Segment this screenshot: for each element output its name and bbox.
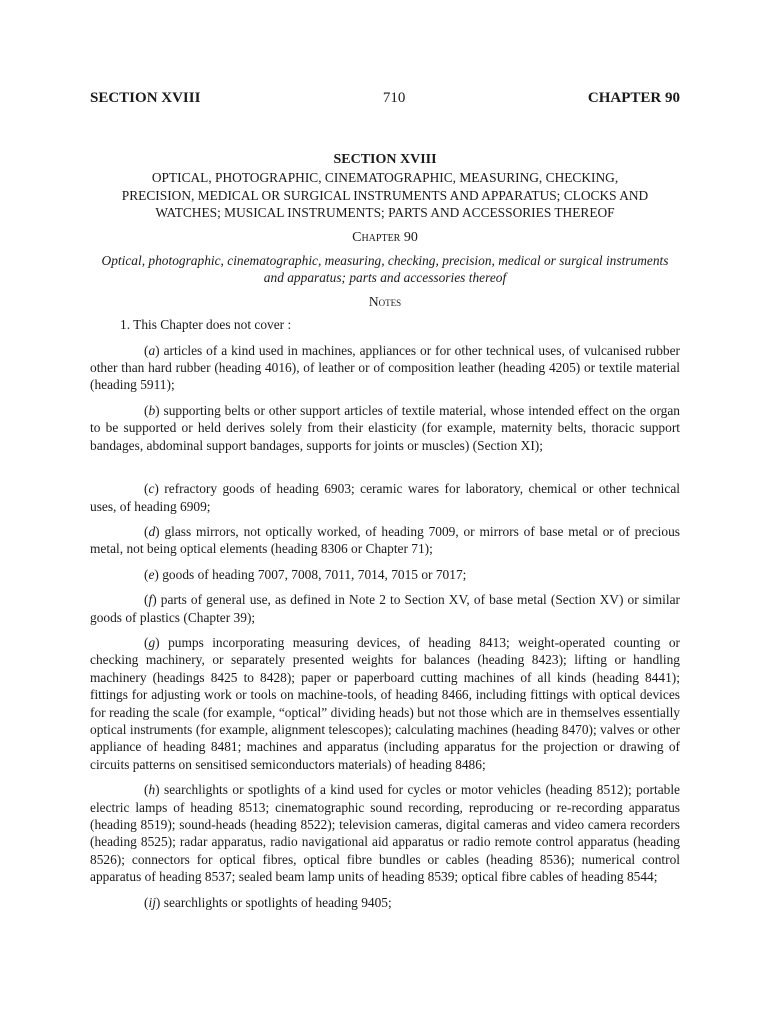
note-item-text: glass mirrors, not optically worked, of heading 7009, or mirrors of base metal or of precious metal, not being optical elements (heading 8306 or Chapter 71); bbox=[90, 523, 680, 557]
running-head-chapter: CHAPTER 90 bbox=[587, 90, 680, 106]
note-item-letter: a bbox=[148, 342, 156, 358]
note-item: (g) pumps incorporating measuring devices, of heading 8413; weight-operated counting or checking machinery, or separately presented weights for balances (heading 8423); lifting or handling machinery (headings 8425 to 8428); paper or paperboard cutting machines of all kinds (heading 8441); fittings for adjusting work or tools on machine-tools, of heading 8466, including fittings with optical devices for reading the scale (for example, “optical” dividing heads) but not those which are in themselves essentially optical instruments (for example, alignment telescopes); calculating machines (heading 8470); valves or other appliance of heading 8481; machines and apparatus (including apparatus for the projection or drawing of circuits patterns on sensitised semiconductors materials) of heading 8486; bbox=[90, 634, 680, 772]
note-item: (ij) searchlights or spotlights of heading 9405; bbox=[144, 894, 392, 910]
note-item-letter: c bbox=[148, 481, 155, 497]
note-item: (d) glass mirrors, not optically worked, of heading 7009, or mirrors of base metal or of precious metal, not being optical elements (heading 8306 or Chapter 71); bbox=[90, 523, 680, 557]
section-title: SECTION XVIII bbox=[333, 152, 437, 167]
note-item-text: articles of a kind used in machines, appliances or for other technical uses, of vulcanised rubber other than hard rubber (heading 4016), of leather or of composition leather (heading 4205) or textile material (heading 5911); bbox=[90, 342, 680, 393]
note-item-letter: e bbox=[148, 566, 155, 582]
section-subtitle-line: WATCHES; MUSICAL INSTRUMENTS; PARTS AND ACCESSORIES THEREOF bbox=[155, 205, 615, 221]
note-item-text: refractory goods of heading 6903; ceramic wares for laboratory, chemical or other technical uses, of heading 6909; bbox=[90, 481, 680, 514]
note-item: (f) parts of general use, as defined in Note 2 to Section XV, of base metal (Section XV) or similar goods of plastics (Chapter 39); bbox=[90, 592, 680, 625]
page-body bbox=[90, 151, 680, 911]
note-item-text: parts of general use, as defined in Note 2 to Section XV, of base metal (Section XV) or similar goods of plastics (Chapter 39); bbox=[90, 592, 680, 625]
note-item-text: searchlights or spotlights of heading 9405; bbox=[163, 894, 392, 910]
note-item-text: pumps incorporating measuring devices, of heading 8413; weight-operated counting or checking machinery, or separately presented weights for balances (heading 8423); lifting or handling machinery (headings 8425 to 8428); paper or paperboard cutting machines of all kinds (heading 8441); fittings for adjusting work or tools on machine-tools, of heading 8466, including fittings with optical devices for reading the scale (for example, “optical” dividing heads) but not those which are in themselves essentially optical instruments (for example, alignment telescopes); calculating machines (heading 8470); valves or other appliance of heading 8481; machines and apparatus (including apparatus for the projection or drawing of circuits patterns on sensitised semiconductors materials) of heading 8486; bbox=[90, 634, 680, 772]
section-subtitle bbox=[90, 169, 680, 221]
section-subtitle-line: OPTICAL, PHOTOGRAPHIC, CINEMATOGRAPHIC, MEASURING, CHECKING, bbox=[151, 170, 619, 186]
note-item: (b) supporting belts or other support articles of textile material, whose intended effect on the organ to be supported or held derives solely from their elasticity (for example, maternity belts, thoracic support bandages, abdominal support bandages, supports for joints or muscles) (Section XI); bbox=[90, 402, 680, 453]
chapter-description bbox=[90, 252, 680, 287]
running-head bbox=[90, 90, 680, 107]
note-item-letter: d bbox=[148, 523, 156, 539]
chapter-description-line: and apparatus; parts and accessories thereof bbox=[263, 270, 507, 286]
note-item-letter: g bbox=[148, 634, 156, 650]
note-item-text: supporting belts or other support articles of textile material, whose intended effect on the organ to be supported or held derives solely from their elasticity (for example, maternity belts, thoracic support bandages, abdominal support bandages, supports for joints or muscles) (Section XI); bbox=[90, 402, 680, 453]
note-item-letter: h bbox=[148, 782, 156, 798]
chapter-title: Chapter 90 bbox=[352, 229, 418, 245]
chapter-description-line: Optical, photographic, cinematographic, measuring, checking, precision, medical or surgical instruments bbox=[101, 253, 669, 269]
note-item: (c) refractory goods of heading 6903; ceramic wares for laboratory, chemical or other technical uses, of heading 6909; bbox=[90, 481, 680, 514]
note-item: (e) goods of heading 7007, 7008, 7011, 7014, 7015 or 7017; bbox=[144, 566, 467, 582]
running-head-section: SECTION XVIII bbox=[90, 90, 201, 106]
note-item-text: goods of heading 7007, 7008, 7011, 7014, 7015 or 7017; bbox=[162, 566, 467, 582]
note-intro: 1. This Chapter does not cover : bbox=[120, 317, 292, 333]
note-item-letter: f bbox=[148, 592, 153, 608]
note-item: (h) searchlights or spotlights of a kind used for cycles or motor vehicles (heading 8512); portable electric lamps of heading 8513; cinematographic sound recording, reproducing or re-recording apparatus (heading 8519); sound-heads (heading 8522); television cameras, digital cameras and video camera recorders (heading 8525); radar apparatus, radio navigational aid apparatus or radio remote control apparatus (heading 8526); connectors for optical fibres, optical fibre bundles or cables (heading 8536); numerical control apparatus of heading 8537; sealed beam lamp units of heading 8539; optical fibre cables of heading 8544; bbox=[90, 782, 680, 885]
section-subtitle-line: PRECISION, MEDICAL OR SURGICAL INSTRUMENTS AND APPARATUS; CLOCKS AND bbox=[121, 187, 649, 203]
note-item-letter: b bbox=[148, 402, 156, 418]
notes-heading: Notes bbox=[368, 293, 402, 309]
page-number: 710 bbox=[382, 90, 406, 106]
note-item-letter: ij bbox=[148, 894, 156, 910]
note-item: (a) articles of a kind used in machines, appliances or for other technical uses, of vulcanised rubber other than hard rubber (heading 4016), of leather or of composition leather (heading 4205) or textile material (heading 5911); bbox=[90, 342, 680, 393]
note-item-text: searchlights or spotlights of a kind used for cycles or motor vehicles (heading 8512); portable electric lamps of heading 8513; cinematographic sound recording, reproducing or re-recording apparatus (heading 8519); sound-heads (heading 8522); television cameras, digital cameras and video camera recorders (heading 8525); radar apparatus, radio navigational aid apparatus or radio remote control apparatus (heading 8526); connectors for optical fibres, optical fibre bundles or cables (heading 8536); numerical control apparatus of heading 8537; sealed beam lamp units of heading 8539; optical fibre cables of heading 8544; bbox=[90, 782, 680, 885]
